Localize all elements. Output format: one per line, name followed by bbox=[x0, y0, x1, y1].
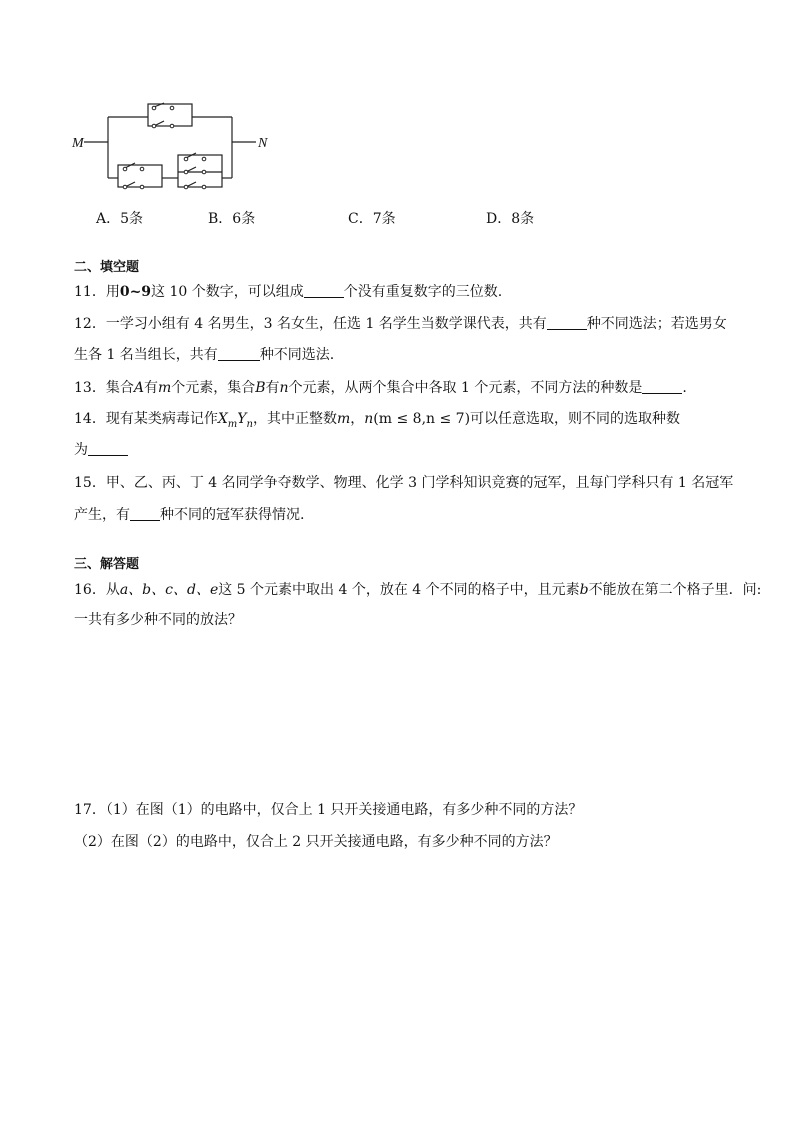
q16-text-b: 这 5 个元素中取出 4 个，放在 4 个不同的格子中，且元素 bbox=[218, 582, 580, 598]
option-d: D．8条 bbox=[486, 211, 535, 227]
q13-blank bbox=[642, 379, 682, 394]
q14-n: n bbox=[364, 411, 374, 427]
q14-x-sub: m bbox=[227, 418, 238, 430]
question-13 bbox=[74, 378, 687, 398]
q13-m: m bbox=[157, 380, 172, 396]
option-c: C．7条 bbox=[348, 211, 396, 227]
q15-blank bbox=[130, 506, 160, 521]
q13-text-c: 个元素，集合 bbox=[171, 380, 256, 396]
q11-num: 11． bbox=[74, 284, 106, 300]
q14-text-a: 现有某类病毒记作 bbox=[105, 411, 218, 427]
q12-text-1b: 种不同选法；若选男女 bbox=[586, 316, 727, 332]
q12-text-2a: 生各 1 名当组长，共有 bbox=[74, 347, 218, 363]
question-15-line-2 bbox=[74, 505, 304, 525]
q13-num: 13． bbox=[74, 380, 106, 396]
q14-text-line2: 为 bbox=[74, 442, 88, 458]
q13-set-a: A bbox=[133, 380, 144, 396]
question-17-line-2: （2）在图（2）的电路中，仅合上 2 只开关接通电路，有多少种不同的方法？ bbox=[74, 834, 558, 850]
question-11 bbox=[74, 282, 502, 302]
q13-end: . bbox=[682, 380, 687, 396]
q13-n: n bbox=[279, 380, 289, 396]
q13-text-d: 有 bbox=[265, 380, 280, 396]
q15-num: 15． bbox=[74, 475, 106, 491]
question-14-line-2 bbox=[74, 440, 128, 460]
q12-text-1a: 一学习小组有 4 名男生，3 名女生，任选 1 名学生当数学课代表，共有 bbox=[105, 316, 547, 332]
q11-text-1: 用 bbox=[105, 284, 120, 300]
q14-m: m bbox=[336, 411, 351, 427]
question-16-line-1 bbox=[74, 580, 761, 600]
q15-text-line1: 甲、乙、丙、丁 4 名同学争夺数学、物理、化学 3 门学科知识竞赛的冠军，且每门学科只有 1 名冠军 bbox=[105, 475, 734, 491]
option-a: A．5条 bbox=[96, 211, 144, 227]
q14-num: 14． bbox=[74, 411, 106, 427]
q14-y: Y bbox=[237, 411, 247, 427]
q12-num: 12． bbox=[74, 316, 106, 332]
question-12-line-1 bbox=[74, 314, 727, 334]
q13-text-e: 个元素，从两个集合中各取 1 个元素，不同方法的种数是 bbox=[288, 380, 643, 396]
label-m: M bbox=[72, 136, 84, 151]
label-n: N bbox=[258, 136, 268, 151]
q14-text-b: ，其中正整数 bbox=[252, 411, 337, 427]
circuit-diagram bbox=[70, 95, 270, 199]
question-12-line-2 bbox=[74, 345, 334, 365]
q14-condition: (m ≤ 8,n ≤ 7) bbox=[373, 411, 471, 427]
q11-text-2: 这 10 个数字，可以组成 bbox=[151, 284, 304, 300]
section-title-solve: 三、解答题 bbox=[74, 557, 140, 572]
q12-text-2b: 种不同选法. bbox=[259, 347, 335, 363]
q14-text-c: 可以任意选取，则不同的选取种数 bbox=[470, 411, 681, 427]
q14-x: X bbox=[217, 411, 228, 427]
q12-blank-1 bbox=[547, 315, 587, 330]
q15-text-2b: 种不同的冠军获得情况. bbox=[160, 507, 305, 523]
q11-range: 0~9 bbox=[119, 284, 152, 300]
q16-text-c: 不能放在第二个格子里．问: bbox=[588, 582, 762, 598]
q11-text-3: 个没有重复数字的三位数. bbox=[343, 284, 503, 300]
option-b: B．6条 bbox=[208, 211, 256, 227]
q14-comma: ， bbox=[350, 411, 365, 427]
circuit-drawing bbox=[70, 95, 270, 195]
q13-text-b: 有 bbox=[143, 380, 158, 396]
question-17-line-1: 17．（1）在图（1）的电路中，仅合上 1 只开关接通电路，有多少种不同的方法？ bbox=[74, 802, 583, 818]
q16-text-a: 从 bbox=[105, 582, 120, 598]
question-14-line-1 bbox=[74, 409, 680, 435]
question-15-line-1 bbox=[74, 473, 733, 493]
q16-b: b bbox=[579, 582, 589, 598]
q15-text-2a: 产生，有 bbox=[74, 507, 130, 523]
q16-elements: a、b、c、d、e bbox=[119, 582, 219, 598]
q14-y-sub: n bbox=[246, 418, 253, 430]
question-16-line-2: 一共有多少种不同的放法？ bbox=[74, 612, 242, 628]
q13-text-a: 集合 bbox=[105, 380, 134, 396]
q12-blank-2 bbox=[218, 346, 260, 361]
q11-blank bbox=[304, 283, 344, 298]
q14-blank bbox=[88, 441, 128, 456]
section-title-fill-blank: 二、填空题 bbox=[74, 260, 140, 275]
q16-num: 16． bbox=[74, 582, 106, 598]
q13-set-b: B bbox=[255, 380, 266, 396]
